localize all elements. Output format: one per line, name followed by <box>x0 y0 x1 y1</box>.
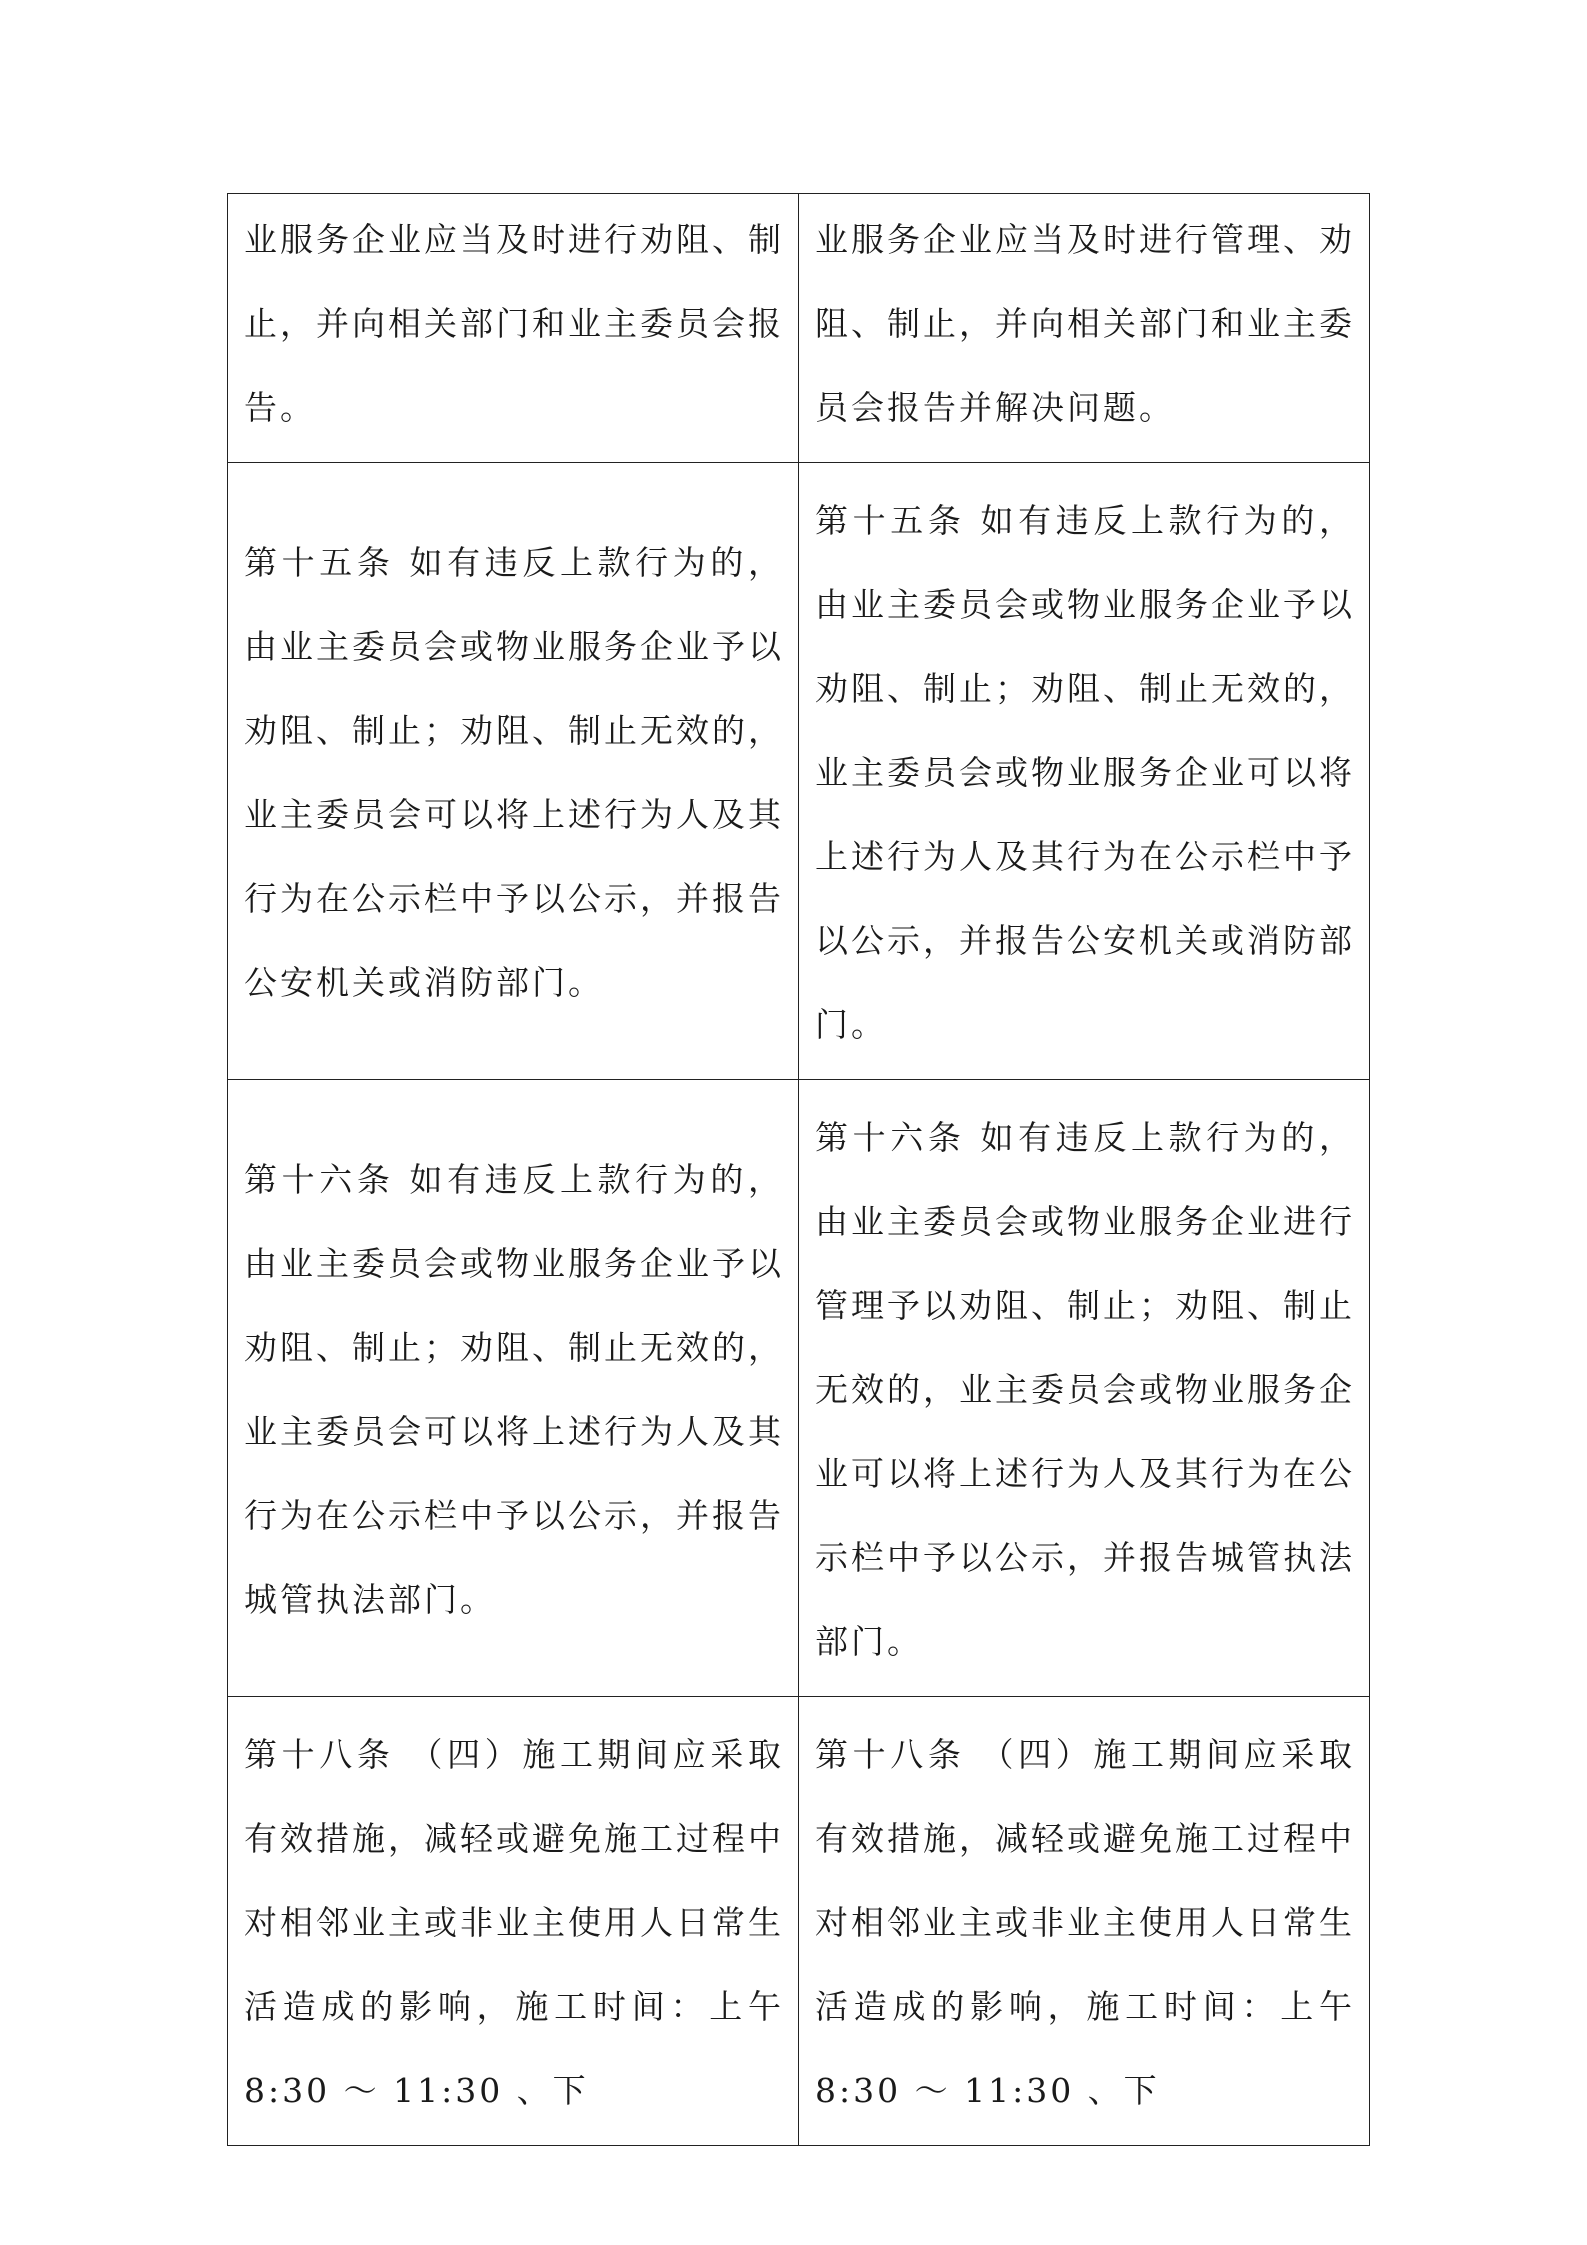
comparison-table <box>227 193 1370 2146</box>
right-cell <box>799 194 1370 463</box>
left-cell <box>228 194 799 463</box>
clause-text-revised: 第十五条 如有违反上款行为的，由业主委员会或物业服务企业予以劝阻、制止；劝阻、制止无效的，业主委员会或物业服务企业可以将上述行为人及其行为在公示栏中予以公示，并报告公安机关或消防部门。 <box>815 501 1355 1044</box>
left-cell <box>228 1697 799 2146</box>
table-row <box>228 1697 1370 2146</box>
right-cell <box>799 1697 1370 2146</box>
clause-text-revised: 业服务企业应当及时进行管理、劝阻、制止，并向相关部门和业主委员会报告并解决问题。 <box>815 220 1355 427</box>
clause-text-original: 第十六条 如有违反上款行为的，由业主委员会或物业服务企业予以劝阻、制止；劝阻、制止无效的，业主委员会可以将上述行为人及其行为在公示栏中予以公示，并报告城管执法部门。 <box>244 1160 784 1619</box>
table-row <box>228 463 1370 1080</box>
table-row <box>228 194 1370 463</box>
clause-text-original: 第十五条 如有违反上款行为的，由业主委员会或物业服务企业予以劝阻、制止；劝阻、制止无效的，业主委员会可以将上述行为人及其行为在公示栏中予以公示，并报告公安机关或消防部门。 <box>244 543 784 1002</box>
right-cell <box>799 463 1370 1080</box>
clause-text-revised: 第十八条 （四）施工期间应采取有效措施，减轻或避免施工过程中对相邻业主或非业主使用人日常生活造成的影响，施工时间：上午 8:30 ～ 11:30 、下 <box>815 1735 1355 2110</box>
left-cell <box>228 1080 799 1697</box>
left-cell <box>228 463 799 1080</box>
clause-text-revised: 第十六条 如有违反上款行为的，由业主委员会或物业服务企业进行管理予以劝阻、制止；劝阻、制止无效的，业主委员会或物业服务企业可以将上述行为人及其行为在公示栏中予以公示，并报告城管执法部门。 <box>815 1118 1355 1661</box>
clause-text-original: 业服务企业应当及时进行劝阻、制止，并向相关部门和业主委员会报告。 <box>244 220 784 427</box>
clause-text-original: 第十八条 （四）施工期间应采取有效措施，减轻或避免施工过程中对相邻业主或非业主使用人日常生活造成的影响，施工时间：上午 8:30 ～ 11:30 、下 <box>244 1735 784 2110</box>
table-row <box>228 1080 1370 1697</box>
right-cell <box>799 1080 1370 1697</box>
